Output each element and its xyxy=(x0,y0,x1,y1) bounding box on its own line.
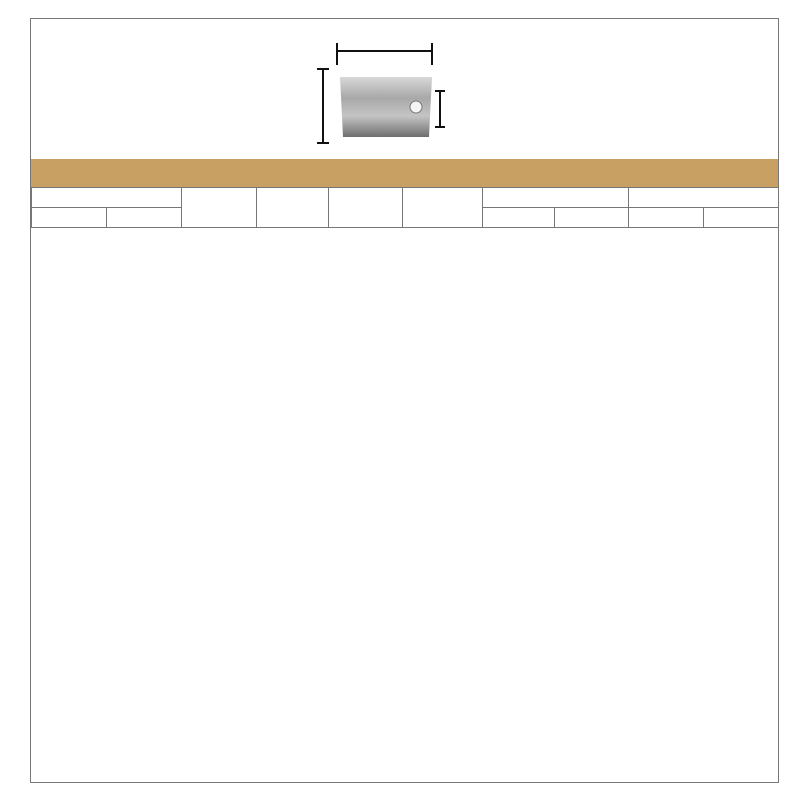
header-metric xyxy=(32,208,107,228)
header-min-depth xyxy=(629,188,779,208)
header-307-length xyxy=(257,188,329,228)
header-imperial xyxy=(107,208,182,228)
header-outer-thread xyxy=(403,188,483,228)
header-aluminum xyxy=(555,208,629,228)
header-depth-308 xyxy=(704,208,779,228)
header-depth-307 xyxy=(629,208,704,228)
cutting-hole xyxy=(410,101,422,113)
threaded-insert-illustration xyxy=(31,19,778,159)
spec-table xyxy=(31,187,779,228)
header-plastic xyxy=(483,208,555,228)
header-code xyxy=(182,188,257,228)
spec-banner xyxy=(31,159,778,187)
insert-diagram xyxy=(31,19,778,159)
header-308-length xyxy=(329,188,403,228)
header-307-308-group xyxy=(32,188,182,208)
header-drill-diameter xyxy=(483,188,629,208)
spec-sheet xyxy=(30,18,779,783)
